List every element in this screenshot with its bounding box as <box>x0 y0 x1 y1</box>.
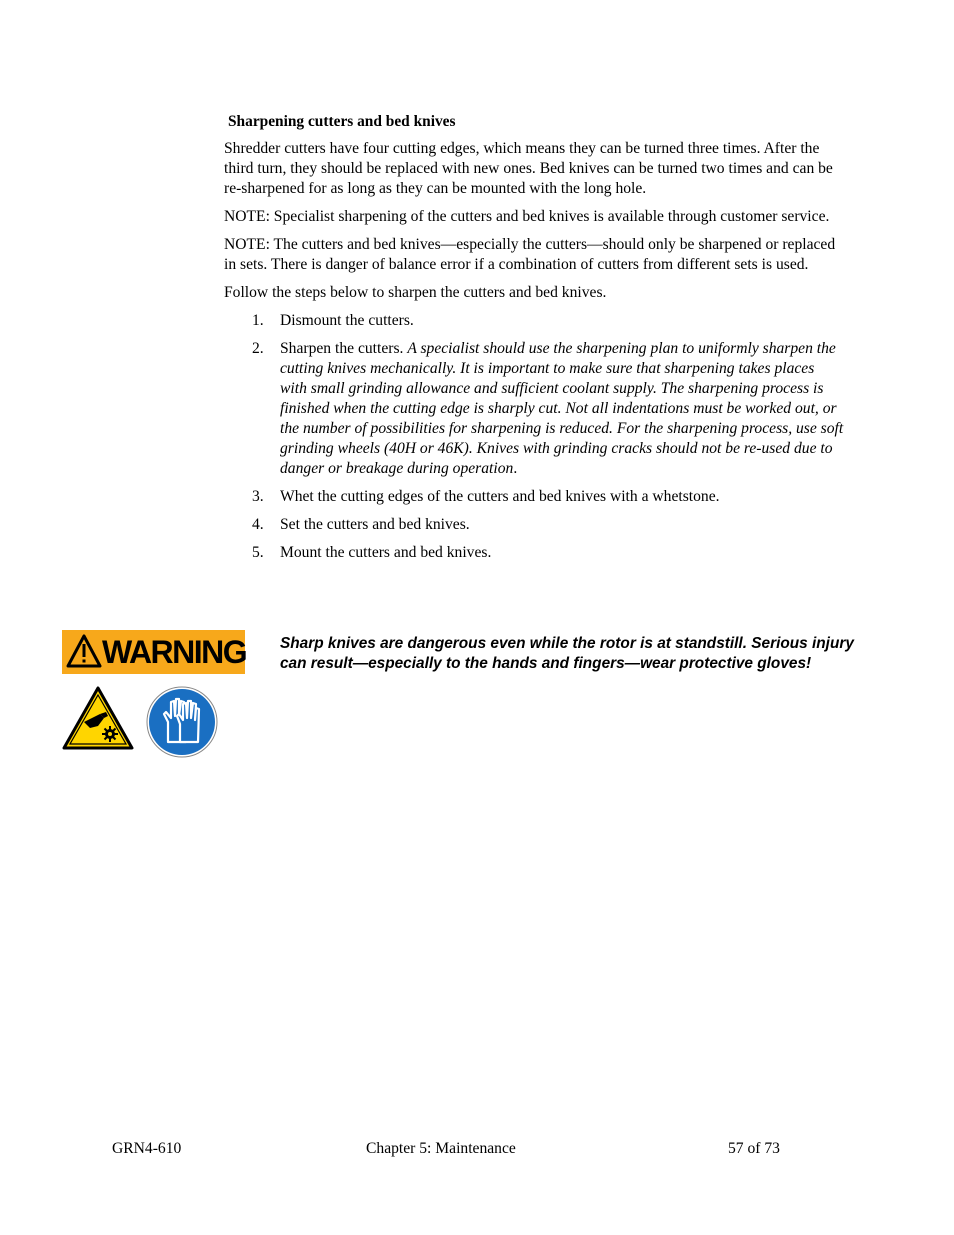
step-text: Set the cutters and bed knives. <box>280 516 470 533</box>
step-text: Dismount the cutters. <box>280 312 414 329</box>
warning-label <box>62 630 245 674</box>
step-text: Mount the cutters and bed knives. <box>280 544 492 561</box>
paragraph-follow-steps: Follow the steps below to sharpen the cutters and bed knives. <box>224 284 607 301</box>
note-specialist-sharpening: NOTE: Specialist sharpening of the cutters and bed knives is available through customer service. <box>224 208 830 225</box>
footer-page-number: 57 of 73 <box>728 1140 780 1157</box>
step-text: Whet the cutting edges of the cutters and bed knives with a whetstone. <box>280 488 720 505</box>
step-number: 3. <box>252 488 264 505</box>
warning-word: WARNING <box>102 634 247 670</box>
list-item <box>224 311 844 331</box>
list-item <box>224 543 844 563</box>
gloves-required-icon <box>146 686 218 758</box>
step-text: Sharpen the cutters. <box>280 340 408 357</box>
footer-doc-id: GRN4-610 <box>112 1140 182 1157</box>
step-number: 4. <box>252 516 264 533</box>
step-number: 5. <box>252 544 264 561</box>
footer-chapter: Chapter 5: Maintenance <box>366 1140 516 1157</box>
cutting-hazard-icon <box>62 686 134 750</box>
paragraph-cutting-edges: Shredder cutters have four cutting edges, which means they can be turned three times. After the third turn, they should be replaced with new ones. Bed knives can be turned two times and can be re-sharpened for as long as they can be mounted with the long hole. <box>224 140 833 197</box>
note-sets: NOTE: The cutters and bed knives—especially the cutters—should only be sharpened or replaced in sets. There is danger of balance error if a combination of cutters from different sets is used. <box>224 236 836 273</box>
list-item <box>224 339 844 479</box>
step-number: 1. <box>252 312 264 329</box>
step-note: A specialist should use the sharpening plan to uniformly sharpen the cutting knives mechanically. It is important to make sure that sharpening takes places with small grinding allowance and sufficient coolant supply. The sharpening process is finished when the cutting edge is sharply cut. Not all indentations must be worked out, or the number of possibilities for sharpening is reduced. For the sharpening process, use soft grinding wheels (40H or 46K). Knives with grinding cracks should not be re-used due to danger or breakage during operation <box>280 340 844 477</box>
list-item <box>224 487 844 507</box>
step-note-tail: . <box>513 460 518 477</box>
warning-text: Sharp knives are dangerous even while the rotor is at standstill. Serious injury can result—especially to the hands and fingers—wear protective gloves! <box>280 635 854 672</box>
steps-list <box>224 311 844 563</box>
step-number: 2. <box>252 340 264 357</box>
section-heading: Sharpening cutters and bed knives <box>228 113 456 130</box>
list-item <box>224 515 844 535</box>
page-content <box>224 112 844 571</box>
